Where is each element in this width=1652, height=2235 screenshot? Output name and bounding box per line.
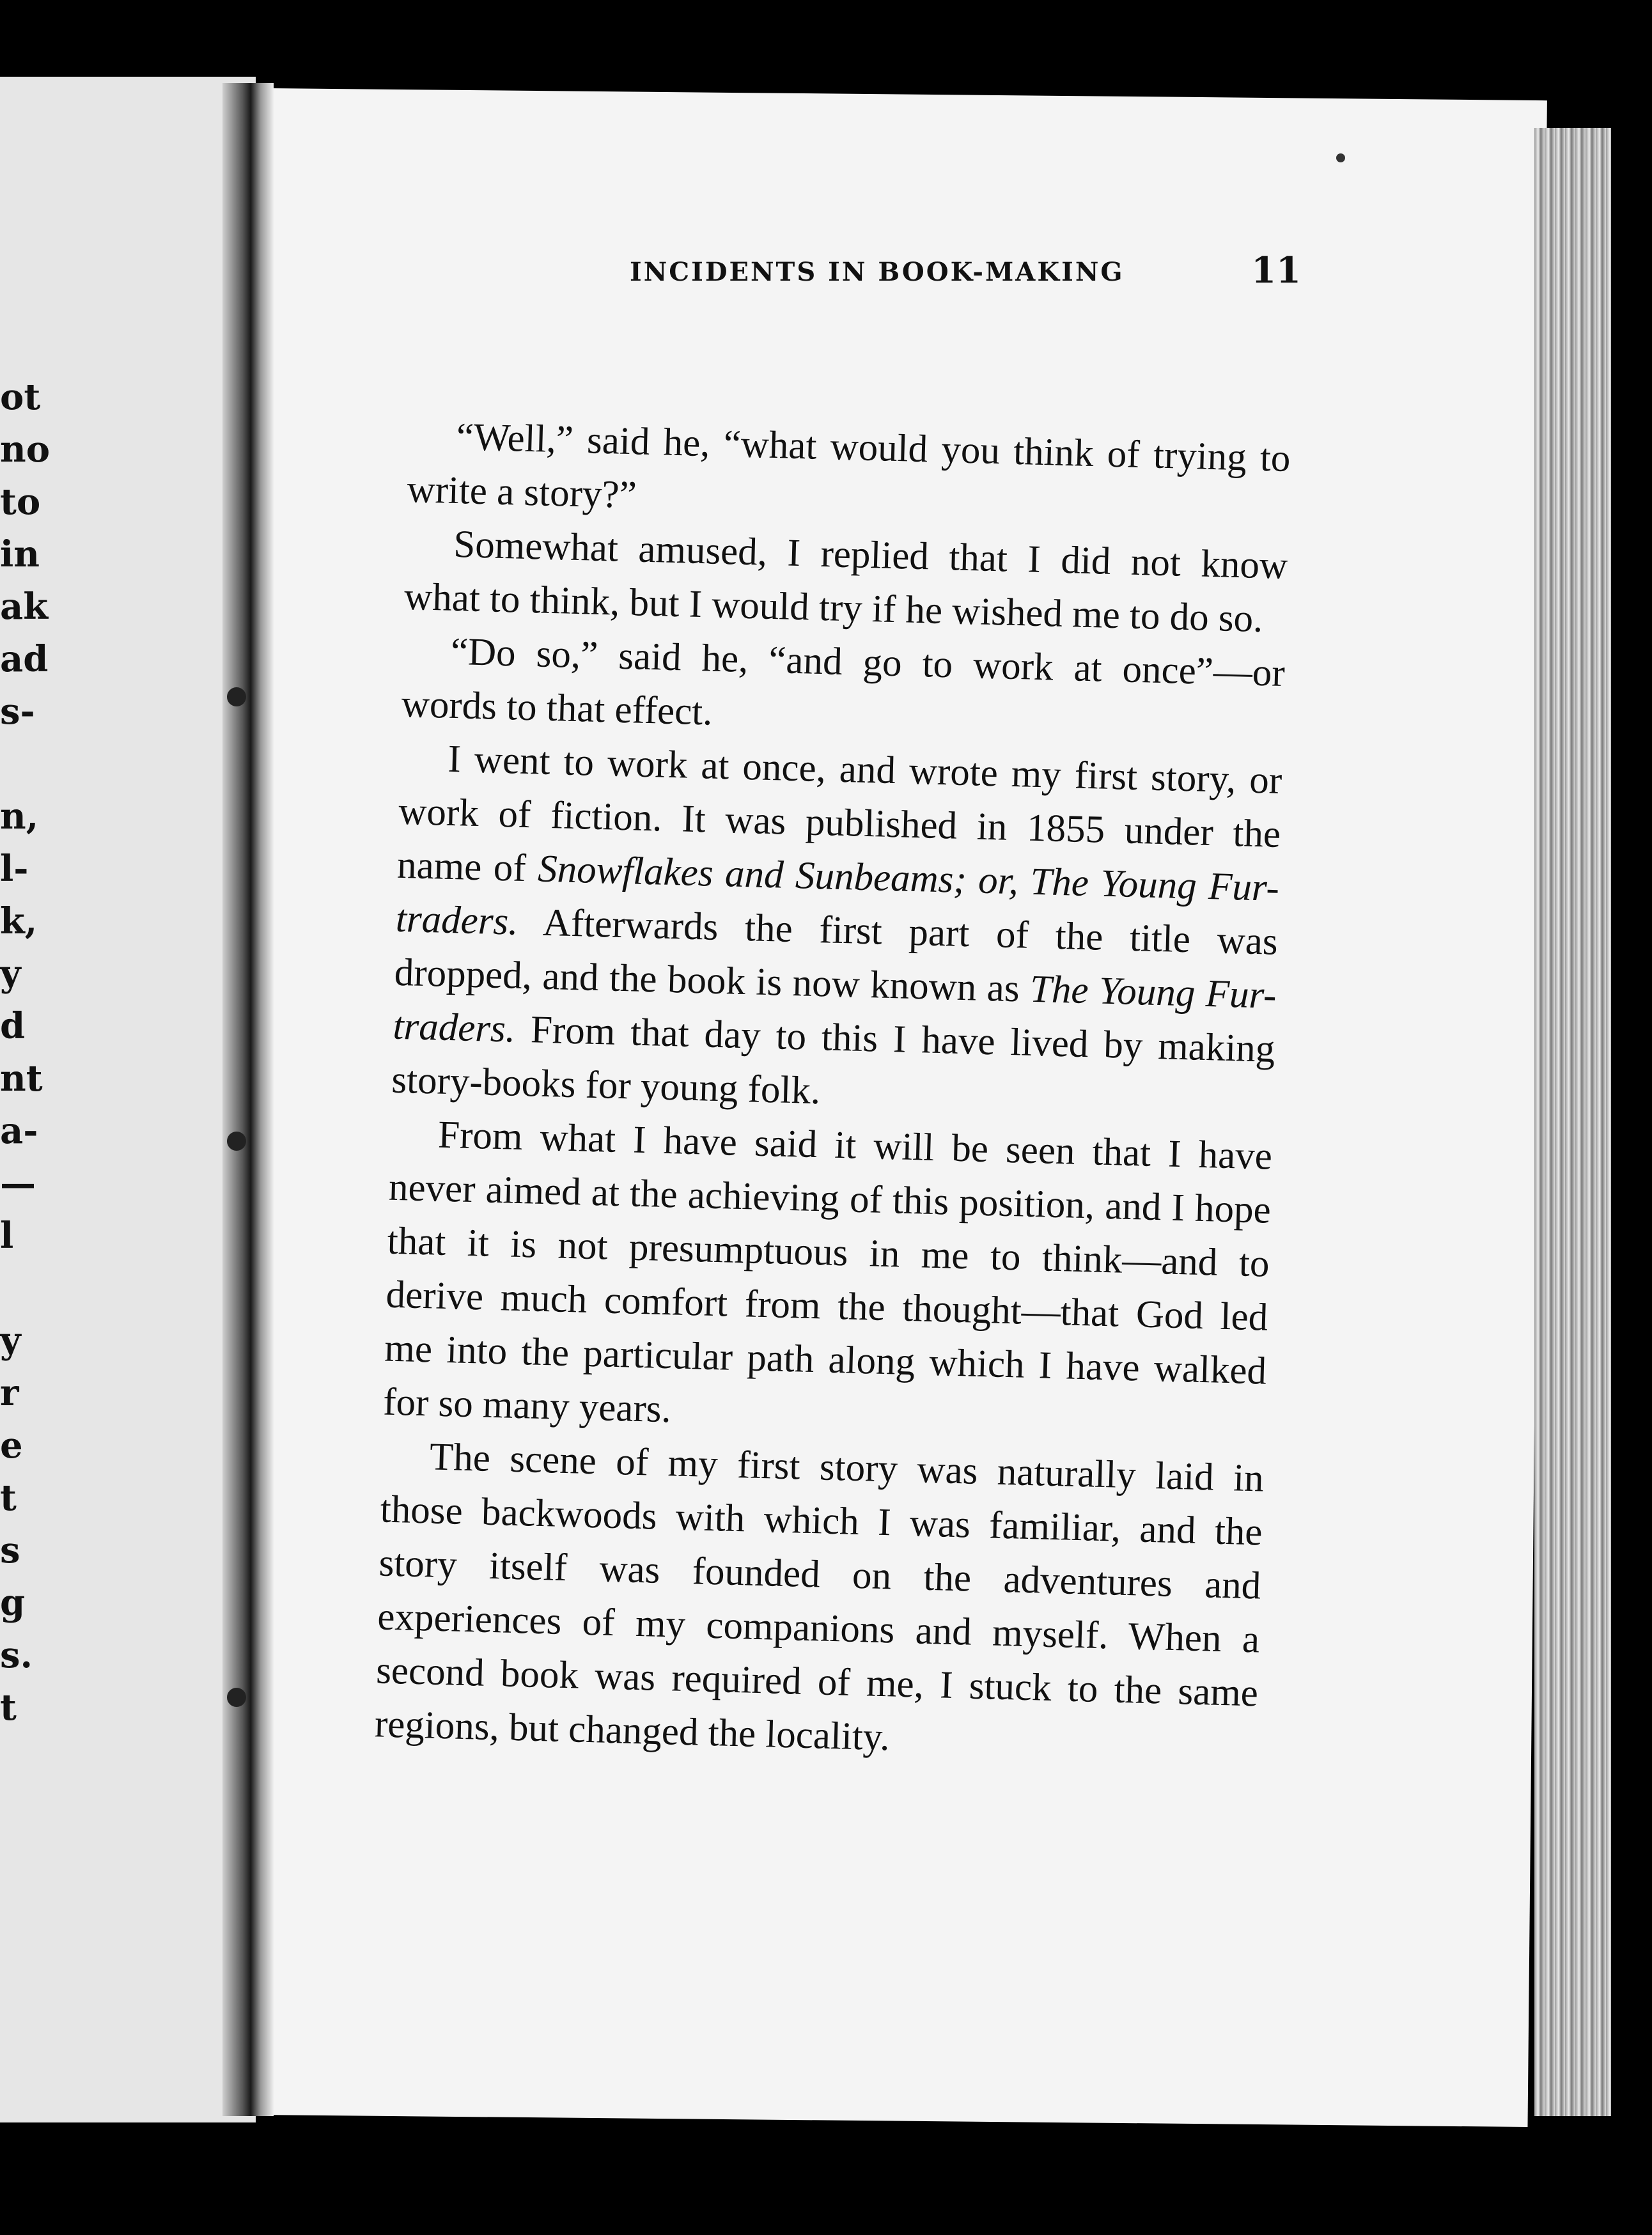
paragraph-text: I went to work at once, and wrote my first story, or work of fiction. It was published in 1855 under the name of [396,737,1283,891]
left-page-fragment: t [0,1686,17,1729]
binding-stitch [227,1132,246,1151]
left-page-fragment: a- [0,1110,38,1152]
left-page-fragment: — [0,1162,36,1204]
left-page-fragment: s [0,1529,20,1571]
left-page-fragment: l- [0,848,29,890]
left-page-fragment: s. [0,1634,33,1676]
running-head [368,249,1301,308]
left-page-fragment: in [0,533,40,575]
paragraph-text: From that day to this I have lived by making story-books for young folk. [391,1008,1276,1113]
left-page-fragment [0,738,70,790]
page-number: 11 [1251,249,1301,292]
left-page-fragment: ak [0,586,49,628]
binding-stitch [227,1688,246,1707]
running-head-title: INCIDENTS IN BOOK-MAKING [630,257,1125,287]
left-page-fragment: g [0,1582,26,1624]
book-title-italic: Snowflakes and Sunbeams; or, The Young Fur-traders. [395,847,1280,944]
binding-stitch [227,687,246,706]
book-gutter [222,83,274,2116]
left-page-fragment: k, [0,900,38,942]
left-page-fragment: to [0,481,41,523]
paragraph-text: Somewhat amused, I replied that I did not know what to think, but I would try if he wished me to do so. [403,522,1288,641]
paragraph-text: Afterwards the first part of the title was dropped, and the book is now known as [394,900,1279,1011]
left-page-fragment: r [0,1372,19,1414]
left-page-fragment: e [0,1424,23,1467]
paragraph-text: “Well,” said he, “what would you think of trying to write a story?” [406,415,1291,517]
left-page-fragment: ad [0,638,49,680]
left-page-fragment: d [0,1005,26,1047]
book-title-italic: The Young Fur-traders. [392,967,1277,1051]
left-page-fragment: nt [0,1057,43,1100]
left-page-fragment: no [0,428,51,471]
speck [1336,153,1345,162]
page-stack-edge [1534,128,1611,2116]
body-text [374,409,1291,1774]
paragraph [382,1107,1273,1452]
left-page-fragment: ot [0,376,41,418]
left-page-fragment: n, [0,795,39,837]
left-page-fragment: y [0,1320,21,1362]
left-page-fragment: l [0,1215,14,1257]
paragraph [374,1429,1265,1774]
paragraph-text: From what I have said it will be seen that I have never aimed at the achieving of this position, and I hope that it is not presumptuous in me to think—and to derive much comfort from the thought—that God led me into the particular path along which I have walked for so many years. [382,1113,1273,1431]
left-page-fragment [0,1262,70,1314]
paragraph-text: The scene of my first story was naturally laid in those backwoods with which I was familiar, and the story itself was founded on the adventures and experiences of my companions and myself. When a second book was required of me, I stuck to the same regions, but changed the locality. [374,1435,1265,1759]
left-page-fragment: y [0,953,21,995]
paragraph [391,731,1282,1130]
left-page-fragment: s- [0,690,35,733]
left-page-fragment: t [0,1477,17,1519]
paragraph-text: “Do so,” said he, “and go to work at once”—or words to that effect. [401,630,1286,734]
left-page-text-fragments [0,371,70,1734]
